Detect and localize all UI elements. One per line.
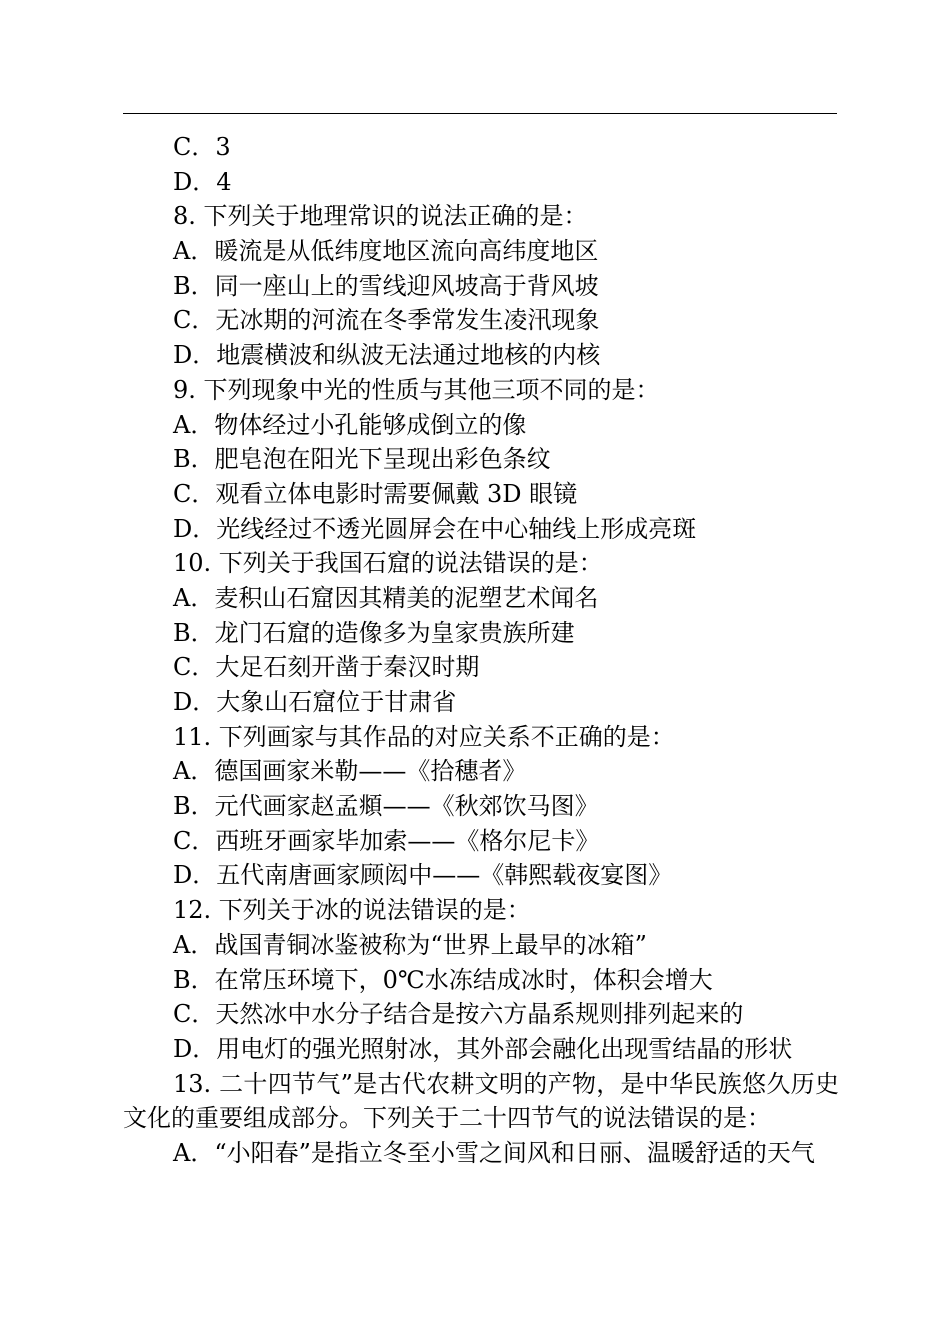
option-c-q10: C．大足石刻开凿于秦汉时期 [173,653,480,682]
question-11: 11. 下列画家与其作品的对应关系不正确的是： [173,722,675,751]
question-8: 8. 下列关于地理常识的说法正确的是： [173,202,588,231]
document-body [123,130,839,1171]
option-c-q12: C．天然冰中水分子结合是按六方晶系规则排列起来的 [173,1000,744,1029]
option-a-q11: A．德国画家米勒——《拾穗者》 [173,757,527,786]
option-d-q12: D．用电灯的强光照射冰，其外部会融化出现雪结晶的形状 [173,1034,793,1063]
option-d-q11: D．五代南唐画家顾闳中——《韩熙载夜宴图》 [173,861,673,890]
option-c-q7: C．3 [173,133,231,161]
option-b-q10: B．龙门石窟的造像多为皇家贵族所建 [173,618,575,647]
option-b-q9: B．肥皂泡在阳光下呈现出彩色条纹 [173,445,551,474]
option-a-q9: A．物体经过小孔能够成倒立的像 [173,410,527,439]
option-d-q10: D．大象山石窟位于甘肃省 [173,688,457,716]
option-a-q8: A．暖流是从低纬度地区流向高纬度地区 [173,237,599,266]
question-13: 13. 二十四节气”是古代农耕文明的产物，是中华民族悠久历史文化的重要组成部分。下列关于二十四节气的说法错误的是： [123,1069,839,1133]
option-a-q10: A．麦积山石窟因其精美的泥塑艺术闻名 [173,583,599,612]
option-c-q11: C．西班牙画家毕加索——《格尔尼卡》 [173,826,600,855]
header-rule [123,113,837,114]
question-10: 10. 下列关于我国石窟的说法错误的是： [173,549,603,578]
option-b-q11: B．元代画家赵孟頫——《秋郊饮马图》 [173,792,599,821]
option-b-q12: B．在常压环境下，0℃水冻结成冰时，体积会增大 [173,965,713,994]
option-d-q9: D．光线经过不透光圆屏会在中心轴线上形成亮斑 [173,514,697,543]
option-c-q9: C．观看立体电影时需要佩戴 3D 眼镜 [173,479,578,508]
question-9: 9. 下列现象中光的性质与其他三项不同的是： [173,375,660,404]
option-a-q13: A．“小阳春”是指立冬至小雪之间风和日丽、温暖舒适的天气 [173,1138,815,1167]
option-d-q8: D．地震横波和纵波无法通过地核的内核 [173,341,601,370]
option-d-q7: D．4 [173,167,232,196]
option-b-q8: B．同一座山上的雪线迎风坡高于背风坡 [173,271,599,300]
question-12: 12. 下列关于冰的说法错误的是： [173,896,531,925]
option-c-q8: C．无冰期的河流在冬季常发生凌汛现象 [173,306,600,335]
option-a-q12: A．战国青铜冰鉴被称为“世界上最早的冰箱” [173,930,647,959]
